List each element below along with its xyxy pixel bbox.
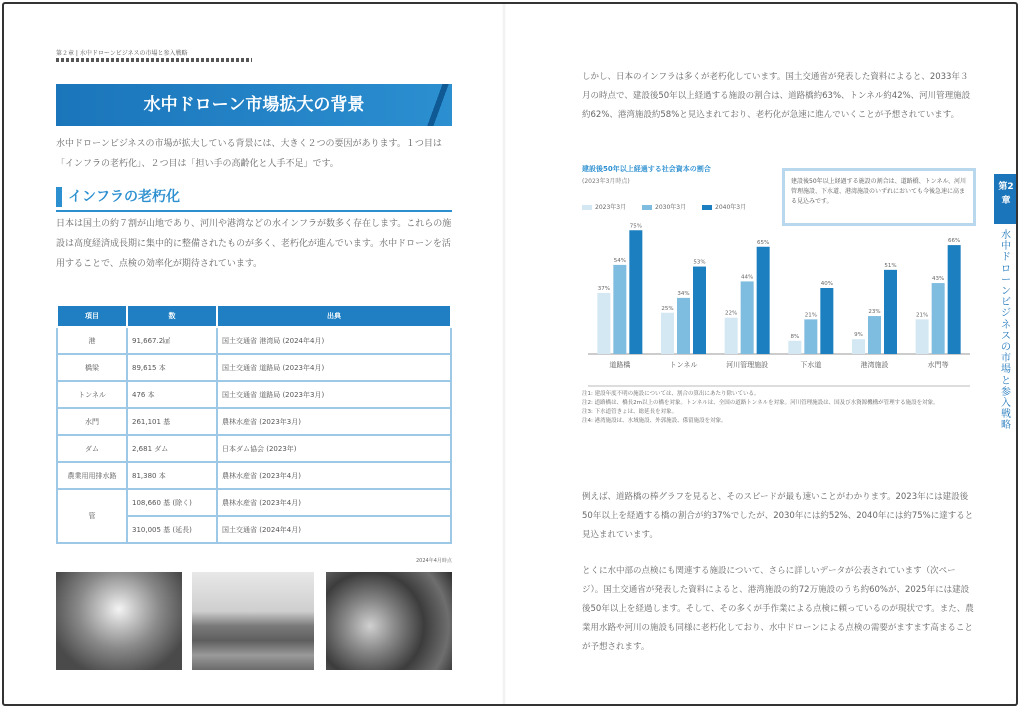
chart-data-label: 53% xyxy=(693,259,706,266)
intro-paragraph: 水中ドローンビジネスの市場が拡大している背景には、大きく２つの要因があります。１つ目は「インフラの老朽化」、２つ目は「担い手の高齢化と人手不足」です。 xyxy=(56,139,442,169)
photo-sunrise-water xyxy=(56,572,182,670)
table-cell: 港 xyxy=(57,327,127,354)
chart-data-label: 21% xyxy=(916,312,929,319)
chart-bar xyxy=(677,298,690,354)
chart-bar xyxy=(916,319,929,354)
table-cell: 261,101 基 xyxy=(127,408,217,435)
subheading-marker xyxy=(56,187,62,207)
chart-subtitle: (2023年3月時点) xyxy=(582,178,630,185)
chart-data-label: 54% xyxy=(613,257,626,264)
book-spread xyxy=(2,2,1018,706)
chapter-tab-number: 第2 xyxy=(998,182,1014,192)
table-cell: 2,681 ダム xyxy=(127,435,217,462)
right-bottom-paragraph: とくに水中部の点検にも関連する施設について、さらに詳しいデータが公表されています（次ページ）。国土交通省が発表した資料によると、港湾施設の約72万施設のうち約60%が、2025年には建設後50年以上を経過します。そして、その多くが手作業による点検に頼っているのが現状です。また、農業用水路や河川の施設も同様に老朽化しており、水中ドローンによる点検の需要がますます高まることが予想されます。 xyxy=(582,566,974,652)
legend-label: 2040年3月 xyxy=(715,204,747,211)
table-row xyxy=(57,381,451,408)
table-row xyxy=(57,408,451,435)
table-row xyxy=(57,327,451,354)
table-header: 数 xyxy=(127,305,217,327)
table-row xyxy=(57,462,451,489)
photo-river-landscape xyxy=(192,572,314,670)
chart-legend xyxy=(582,202,760,211)
chart-data-label: 75% xyxy=(629,223,642,230)
table-cell: 108,660 基 (除く) xyxy=(127,489,217,516)
table-cell: 管 xyxy=(57,489,127,543)
table-row xyxy=(57,354,451,381)
table-cell: 476 本 xyxy=(127,381,217,408)
table-cell: 国土交通省 道路局 (2023年4月) xyxy=(217,354,451,381)
table-header-row xyxy=(57,305,451,327)
table-row xyxy=(57,435,451,462)
table-cell: 310,005 基 (延長) xyxy=(127,516,217,543)
chart-bar xyxy=(804,319,817,354)
chart-category-label: トンネル xyxy=(669,361,698,369)
table-cell: 農林水産省 (2023年4月) xyxy=(217,489,451,516)
photo-dam-spillway xyxy=(326,572,452,670)
legend-item xyxy=(582,204,626,211)
infrastructure-table xyxy=(56,304,452,544)
chart-category-label: 港湾施設 xyxy=(860,361,889,369)
legend-label: 2023年3月 xyxy=(595,204,627,211)
running-header-rule xyxy=(56,58,252,62)
chart-footnotes: 注1: 建設年度不明の施設については、割合の算出にあたり除いている。 注2: 道路橋は、橋長2m以上の橋を対象。トンネルは、全国の道路トンネルを対象。河川管理施設は、国及び水資源機構が管理する施設を対象。 注3: 下水道管きょは、総延長を対象。 注4: 港湾施設は、水域施設、外郭施設、係留施設を対象。 xyxy=(582,391,939,424)
chart-bar xyxy=(629,230,642,354)
chart-data-label: 43% xyxy=(932,276,945,283)
table-note: 2024年4月時点 xyxy=(416,558,452,564)
chart-bar xyxy=(884,270,897,354)
chart-data-label: 22% xyxy=(725,310,738,317)
section-paragraph: 日本は国土の約７割が山地であり、河川や港湾などの水インフラが数多く存在します。これらの施設は高度経済成長期に集中的に整備されたものが多く、老朽化が進んでいます。水中ドローンを活用することで、点検の効率化が期待されています。 xyxy=(56,219,452,269)
table-cell: 国土交通省 (2024年4月) xyxy=(217,516,451,543)
table-cell: 日本ダム協会 (2023年) xyxy=(217,435,451,462)
table-cell: 91,667.2㎢ xyxy=(127,327,217,354)
right-top-paragraph: しかし、日本のインフラは多くが老朽化しています。国土交通省が発表した資料によると、2033年３月の時点で、建設後50年以上経過する施設の割合は、道路橋約63%、トンネル約42%、河川管理施設約62%、港湾施設約58%と見込まれており、老朽化が急速に進んでいくことが予想されています。 xyxy=(582,72,971,120)
chart-data-label: 34% xyxy=(677,290,690,297)
section-title-bar xyxy=(56,84,452,126)
chart-data-label: 44% xyxy=(741,274,754,281)
chart-data-label: 9% xyxy=(854,332,863,339)
chart-bar xyxy=(741,281,754,354)
legend-label: 2030年3月 xyxy=(655,204,687,211)
table-cell: 81,380 本 xyxy=(127,462,217,489)
table-cell: トンネル xyxy=(57,381,127,408)
chart-data-label: 21% xyxy=(804,312,817,319)
chart-data-label: 8% xyxy=(790,333,800,340)
table-cell: 橋梁 xyxy=(57,354,127,381)
table-cell: 水門 xyxy=(57,408,127,435)
subheading xyxy=(56,184,452,212)
chart-data-label: 23% xyxy=(868,309,881,316)
chart-category-label: 河川管理施設 xyxy=(726,361,769,369)
chart-data-label: 37% xyxy=(597,285,610,292)
table-cell: 89,615 本 xyxy=(127,354,217,381)
chart-callout: 建設後50年以上経過する施設の割合は、道路橋、トンネル、河川管理施設、下水道、港湾施設のいずれにおいても今後急速に高まる見込みです。 xyxy=(782,168,976,226)
legend-swatch xyxy=(702,205,712,210)
chart-category-label: 道路橋 xyxy=(609,361,631,369)
chapter-tab-label: 章 xyxy=(1001,196,1011,206)
chart-bar xyxy=(820,288,833,354)
chart-bar xyxy=(597,293,610,354)
table-cell: 国土交通省 道路局 (2023年3月) xyxy=(217,381,451,408)
table-cell: ダム xyxy=(57,435,127,462)
table-header: 出典 xyxy=(217,305,451,327)
legend-item xyxy=(642,204,686,211)
chart-title: 建設後50年以上経過する社会資本の割合 xyxy=(582,165,711,173)
chart-data-label: 25% xyxy=(661,305,674,312)
chart-bar xyxy=(948,245,961,354)
table-cell: 国土交通省 港湾局 (2024年4月) xyxy=(217,327,451,354)
chart-category-label: 下水道 xyxy=(800,361,822,369)
table-header: 項目 xyxy=(57,305,127,327)
chart-bar xyxy=(868,316,881,354)
chart-bar xyxy=(725,318,738,354)
legend-swatch xyxy=(582,205,592,210)
chart-data-label: 66% xyxy=(948,238,961,245)
table-cell: 農林水産省 (2023年3月) xyxy=(217,408,451,435)
chart-bar xyxy=(788,341,801,354)
book-gutter xyxy=(502,4,506,704)
chart-data-label: 65% xyxy=(757,239,770,246)
legend-swatch xyxy=(642,205,652,210)
right-mid-paragraph: 例えば、道路橋の棒グラフを見ると、そのスピードが最も速いことがわかります。2023年には建設後50年以上を経過する橋の割合が約37%でしたが、2030年には約52%、2040年には約75%に達すると見込まれています。 xyxy=(582,492,974,540)
bar-chart xyxy=(582,216,976,390)
chart-bar xyxy=(852,339,865,354)
table-cell: 農林水産省 (2023年4月) xyxy=(217,462,451,489)
chart-bar xyxy=(757,247,770,354)
chart-bar xyxy=(661,313,674,354)
chart-data-label: 51% xyxy=(884,262,897,269)
running-header: 第２章 | 水中ドローンビジネスの市場と参入戦略 xyxy=(56,50,188,57)
chart-data-label: 40% xyxy=(820,281,833,287)
vertical-chapter-title: 水中ドローンビジネスの市場と参入戦略 xyxy=(1001,230,1011,432)
chart-bar xyxy=(693,267,706,354)
chapter-tab xyxy=(994,174,1018,224)
table-row xyxy=(57,489,451,516)
chart-category-label: 水門等 xyxy=(927,361,949,369)
chart-bar xyxy=(932,283,945,354)
subheading-text: インフラの老朽化 xyxy=(68,189,180,205)
legend-item xyxy=(702,204,746,211)
chart-bar xyxy=(613,265,626,354)
table-cell: 農業用用排水路 xyxy=(57,462,127,489)
section-title: 水中ドローン市場拡大の背景 xyxy=(143,95,365,115)
